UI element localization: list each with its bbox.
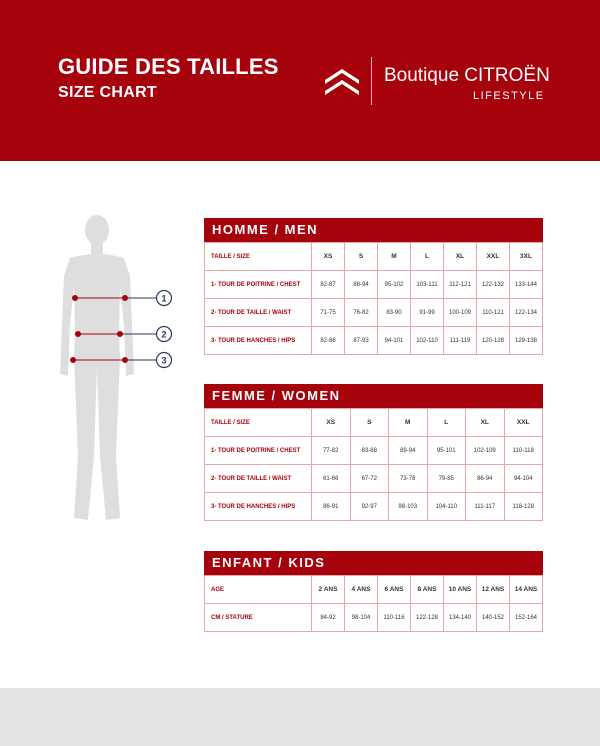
table-cell: 91-99 <box>411 299 444 327</box>
table-cell: 129-138 <box>510 327 543 355</box>
table-cell: 122-128 <box>411 604 444 632</box>
table-row <box>205 604 543 632</box>
size-header: XXL <box>504 409 543 437</box>
size-header: L <box>411 243 444 271</box>
table-row <box>205 437 543 465</box>
table-cell: 102-109 <box>466 437 505 465</box>
age-header: 14 ANS <box>510 576 543 604</box>
size-header: XXL <box>477 243 510 271</box>
table-cell: 83-90 <box>378 299 411 327</box>
table-cell: 122-134 <box>510 299 543 327</box>
table-cell: 118-128 <box>504 493 543 521</box>
logo-divider <box>371 57 372 105</box>
marker-3-label: 3 <box>161 355 167 366</box>
table-cell: 86-91 <box>312 493 351 521</box>
women-size-table <box>204 384 543 521</box>
women-table-title: FEMME / WOMEN <box>204 384 543 408</box>
table-row <box>205 493 543 521</box>
table-cell: 67-72 <box>350 465 389 493</box>
table-cell: 112-121 <box>444 271 477 299</box>
table-cell: 111-117 <box>466 493 505 521</box>
table-cell: 79-85 <box>427 465 466 493</box>
size-header: XL <box>444 243 477 271</box>
table-row <box>205 271 543 299</box>
table-cell: 71-75 <box>312 299 345 327</box>
table-row <box>205 576 543 604</box>
row-label: 1- TOUR DE POITRINE / CHEST <box>205 437 312 465</box>
body-measurement-figure <box>40 206 190 536</box>
row-label: 2- TOUR DE TAILLE / WAIST <box>205 465 312 493</box>
age-header: 10 ANS <box>444 576 477 604</box>
table-cell: 61-66 <box>312 465 351 493</box>
size-header: S <box>345 243 378 271</box>
row-label: 3- TOUR DE HANCHES / HIPS <box>205 493 312 521</box>
table-cell: 140-152 <box>477 604 510 632</box>
table-row <box>205 243 543 271</box>
table-cell: 103-111 <box>411 271 444 299</box>
table-cell: 110-116 <box>378 604 411 632</box>
table-cell: 76-82 <box>345 299 378 327</box>
table-cell: 73-78 <box>389 465 428 493</box>
table-cell: 94-104 <box>504 465 543 493</box>
table-cell: 120-128 <box>477 327 510 355</box>
row-label: 1- TOUR DE POITRINE / CHEST <box>205 271 312 299</box>
marker-2-label: 2 <box>161 329 167 340</box>
size-header: XS <box>312 409 351 437</box>
men-size-table <box>204 218 543 355</box>
table-cell: 86-94 <box>466 465 505 493</box>
marker-1-label: 1 <box>161 293 167 304</box>
table-cell: 98-103 <box>389 493 428 521</box>
footer-band <box>0 688 600 746</box>
age-label: AGE <box>205 576 312 604</box>
stature-label: CM / STATURE <box>205 604 312 632</box>
age-header: 8 ANS <box>411 576 444 604</box>
age-header: 6 ANS <box>378 576 411 604</box>
table-cell: 94-101 <box>378 327 411 355</box>
table-cell: 82-86 <box>312 327 345 355</box>
size-header: XS <box>312 243 345 271</box>
table-cell: 95-101 <box>427 437 466 465</box>
size-header: XL <box>466 409 505 437</box>
table-cell: 110-118 <box>504 437 543 465</box>
table-cell: 88-94 <box>345 271 378 299</box>
row-label: 2- TOUR DE TAILLE / WAIST <box>205 299 312 327</box>
table-row <box>205 327 543 355</box>
human-silhouette-icon <box>60 215 134 520</box>
size-header: M <box>389 409 428 437</box>
page-subtitle: SIZE CHART <box>58 84 157 101</box>
table-cell: 83-88 <box>350 437 389 465</box>
table-row <box>205 409 543 437</box>
age-header: 2 ANS <box>312 576 345 604</box>
size-header: M <box>378 243 411 271</box>
page-title: GUIDE DES TAILLES <box>58 54 279 79</box>
size-label: TAILLE / SIZE <box>205 243 312 271</box>
table-cell: 89-94 <box>389 437 428 465</box>
table-cell: 77-82 <box>312 437 351 465</box>
table-cell: 104-110 <box>427 493 466 521</box>
table-cell: 133-144 <box>510 271 543 299</box>
citroen-chevrons-logo-icon <box>322 63 362 103</box>
table-cell: 100-109 <box>444 299 477 327</box>
table-cell: 134-140 <box>444 604 477 632</box>
size-header: L <box>427 409 466 437</box>
table-row <box>205 299 543 327</box>
brand-name: Boutique CITROËN <box>384 65 550 86</box>
size-header: S <box>350 409 389 437</box>
age-header: 4 ANS <box>345 576 378 604</box>
table-row <box>205 465 543 493</box>
table-cell: 92-97 <box>350 493 389 521</box>
table-cell: 152-164 <box>510 604 543 632</box>
men-table-title: HOMME / MEN <box>204 218 543 242</box>
table-cell: 110-121 <box>477 299 510 327</box>
kids-size-table <box>204 551 543 632</box>
table-cell: 102-110 <box>411 327 444 355</box>
row-label: 3- TOUR DE HANCHES / HIPS <box>205 327 312 355</box>
table-cell: 111-119 <box>444 327 477 355</box>
table-cell: 84-92 <box>312 604 345 632</box>
table-cell: 82-87 <box>312 271 345 299</box>
table-cell: 87-93 <box>345 327 378 355</box>
table-cell: 122-132 <box>477 271 510 299</box>
age-header: 12 ANS <box>477 576 510 604</box>
header-banner <box>0 0 600 161</box>
size-label: TAILLE / SIZE <box>205 409 312 437</box>
table-cell: 95-102 <box>378 271 411 299</box>
brand-tagline: LIFESTYLE <box>473 90 545 102</box>
table-cell: 98-104 <box>345 604 378 632</box>
kids-table-title: ENFANT / KIDS <box>204 551 543 575</box>
size-header: 3XL <box>510 243 543 271</box>
